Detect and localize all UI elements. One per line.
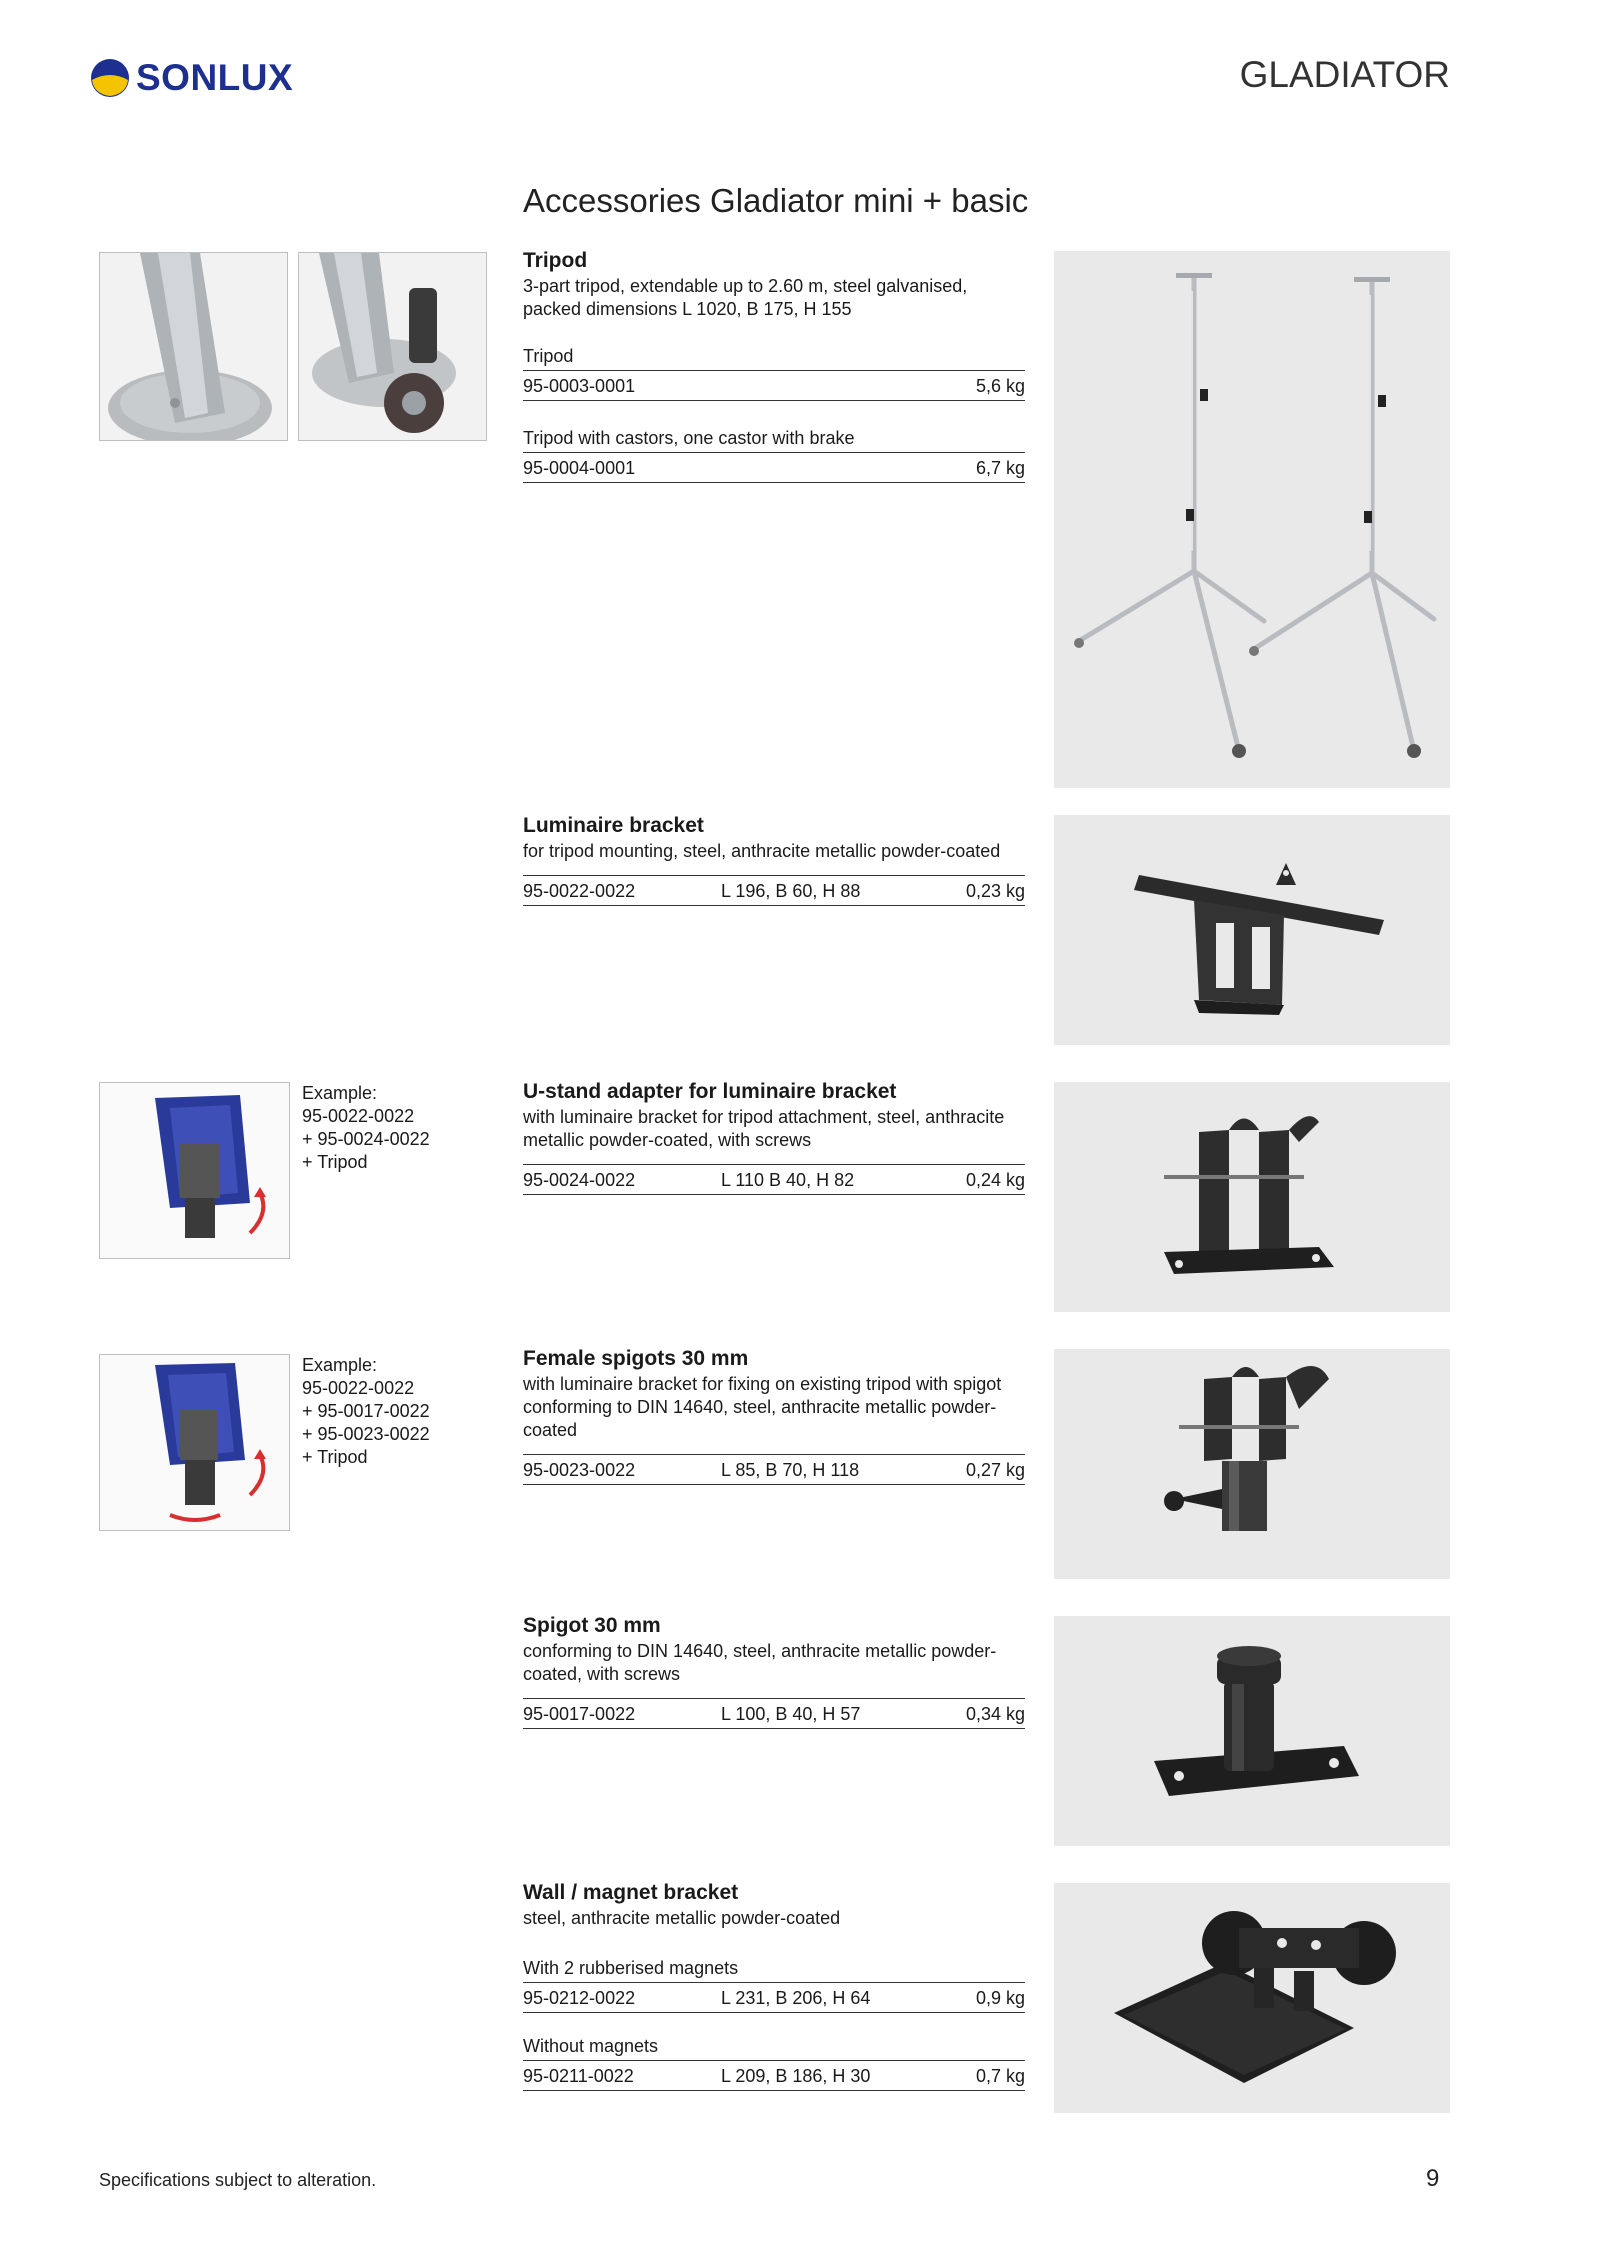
product-wall-magnet-bracket bbox=[523, 1881, 1025, 2091]
example-line: + 95-0023-0022 bbox=[302, 1424, 430, 1444]
product-u-stand-adapter bbox=[523, 1080, 1025, 1195]
u-stand-adapter-photo bbox=[1054, 1082, 1450, 1312]
variant-row bbox=[523, 2061, 1025, 2091]
page-heading: Accessories Gladiator mini + basic bbox=[523, 182, 1029, 219]
dimensions: L 85, B 70, H 118 bbox=[721, 1460, 860, 1480]
page-number: 9 bbox=[1426, 2165, 1440, 2192]
female-spigot-example-photo bbox=[99, 1354, 290, 1531]
weight: 0,24 kg bbox=[965, 1170, 1025, 1190]
variant-row bbox=[523, 453, 1025, 483]
product-description: for tripod mounting, steel, anthracite metallic powder-coated bbox=[523, 841, 1001, 861]
u-stand-example-photo bbox=[99, 1082, 290, 1259]
product-description: steel, anthracite metallic powder-coated bbox=[523, 1908, 841, 1928]
article-number: 95-0017-0022 bbox=[523, 1704, 636, 1724]
luminaire-bracket-photo bbox=[1054, 815, 1450, 1045]
variant-label: Tripod with castors, one castor with brake bbox=[523, 427, 1025, 453]
article-number: 95-0022-0022 bbox=[523, 881, 636, 901]
dimensions: L 231, B 206, H 64 bbox=[721, 1988, 871, 2008]
variant-label: Tripod bbox=[523, 345, 1025, 371]
tripod-foot-photo bbox=[99, 252, 288, 441]
dimensions bbox=[721, 457, 925, 479]
female-spigot-photo bbox=[1054, 1349, 1450, 1579]
variant-row bbox=[523, 371, 1025, 401]
u-stand-example-note bbox=[302, 1082, 430, 1174]
article-number: 95-0003-0001 bbox=[523, 376, 636, 396]
product-title: Wall / magnet bracket bbox=[523, 1881, 739, 1904]
wall-magnet-bracket-photo bbox=[1054, 1883, 1450, 2113]
article-number: 95-0004-0001 bbox=[523, 458, 636, 478]
example-line: 95-0022-0022 bbox=[302, 1106, 415, 1126]
dimensions bbox=[721, 375, 925, 397]
example-label: Example: bbox=[302, 1083, 378, 1103]
dimensions: L 196, B 60, H 88 bbox=[721, 881, 861, 901]
article-number: 95-0212-0022 bbox=[523, 1988, 636, 2008]
product-title: Female spigots 30 mm bbox=[523, 1347, 749, 1370]
product-spigot bbox=[523, 1614, 1025, 1729]
product-tripod bbox=[523, 249, 1025, 483]
product-title: U-stand adapter for luminaire bracket bbox=[523, 1080, 897, 1103]
article-number: 95-0024-0022 bbox=[523, 1170, 636, 1190]
variant-row bbox=[523, 875, 1025, 906]
weight: 0,7 kg bbox=[975, 2066, 1025, 2086]
product-description: conforming to DIN 14640, steel, anthracite metallic powder-coated, with screws bbox=[523, 1641, 997, 1684]
example-line: + 95-0024-0022 bbox=[302, 1129, 430, 1149]
tripod-photo bbox=[1054, 251, 1450, 788]
variant-label: With 2 rubberised magnets bbox=[523, 1957, 1025, 1983]
product-luminaire-bracket bbox=[523, 814, 1025, 906]
sonlux-logo-icon bbox=[90, 58, 130, 98]
weight: 6,7 kg bbox=[975, 458, 1025, 478]
female-spigot-example-note bbox=[302, 1354, 430, 1469]
product-description: with luminaire bracket for tripod attachment, steel, anthracite metallic powder-coated, with screws bbox=[523, 1107, 1005, 1150]
product-description: 3-part tripod, extendable up to 2.60 m, steel galvanised, packed dimensions L 1020, B 175, H 155 bbox=[523, 276, 968, 319]
dimensions: L 209, B 186, H 30 bbox=[721, 2066, 871, 2086]
product-title: Tripod bbox=[523, 249, 588, 272]
product-title: Spigot 30 mm bbox=[523, 1614, 661, 1637]
sonlux-logo bbox=[90, 58, 293, 98]
weight: 0,23 kg bbox=[965, 881, 1025, 901]
article-number: 95-0211-0022 bbox=[523, 2066, 634, 2086]
dimensions: L 100, B 40, H 57 bbox=[721, 1704, 861, 1724]
article-number: 95-0023-0022 bbox=[523, 1460, 636, 1480]
variant-row bbox=[523, 1164, 1025, 1195]
product-title: Luminaire bracket bbox=[523, 814, 704, 837]
dimensions: L 110 B 40, H 82 bbox=[721, 1170, 855, 1190]
example-label: Example: bbox=[302, 1355, 378, 1375]
variant-label: Without magnets bbox=[523, 2035, 1025, 2061]
example-line: + Tripod bbox=[302, 1152, 368, 1172]
brand-name: SONLUX bbox=[136, 57, 294, 98]
variant-row bbox=[523, 1983, 1025, 2013]
variant-row bbox=[523, 1698, 1025, 1729]
example-line: + Tripod bbox=[302, 1447, 368, 1467]
example-line: + 95-0017-0022 bbox=[302, 1401, 430, 1421]
example-line: 95-0022-0022 bbox=[302, 1378, 415, 1398]
spigot-photo bbox=[1054, 1616, 1450, 1846]
series-title: GLADIATOR bbox=[1239, 54, 1450, 95]
weight: 0,27 kg bbox=[965, 1460, 1025, 1480]
weight: 5,6 kg bbox=[975, 376, 1025, 396]
product-female-spigots bbox=[523, 1347, 1025, 1485]
footer-note: Specifications subject to alteration. bbox=[99, 2170, 377, 2190]
variant-row bbox=[523, 1454, 1025, 1485]
weight: 0,9 kg bbox=[975, 1988, 1025, 2008]
product-description: with luminaire bracket for fixing on existing tripod with spigot conforming to DIN 14640, steel, anthracite metallic powder-coated bbox=[523, 1374, 1002, 1440]
weight: 0,34 kg bbox=[965, 1704, 1025, 1724]
tripod-castor-photo bbox=[298, 252, 487, 441]
